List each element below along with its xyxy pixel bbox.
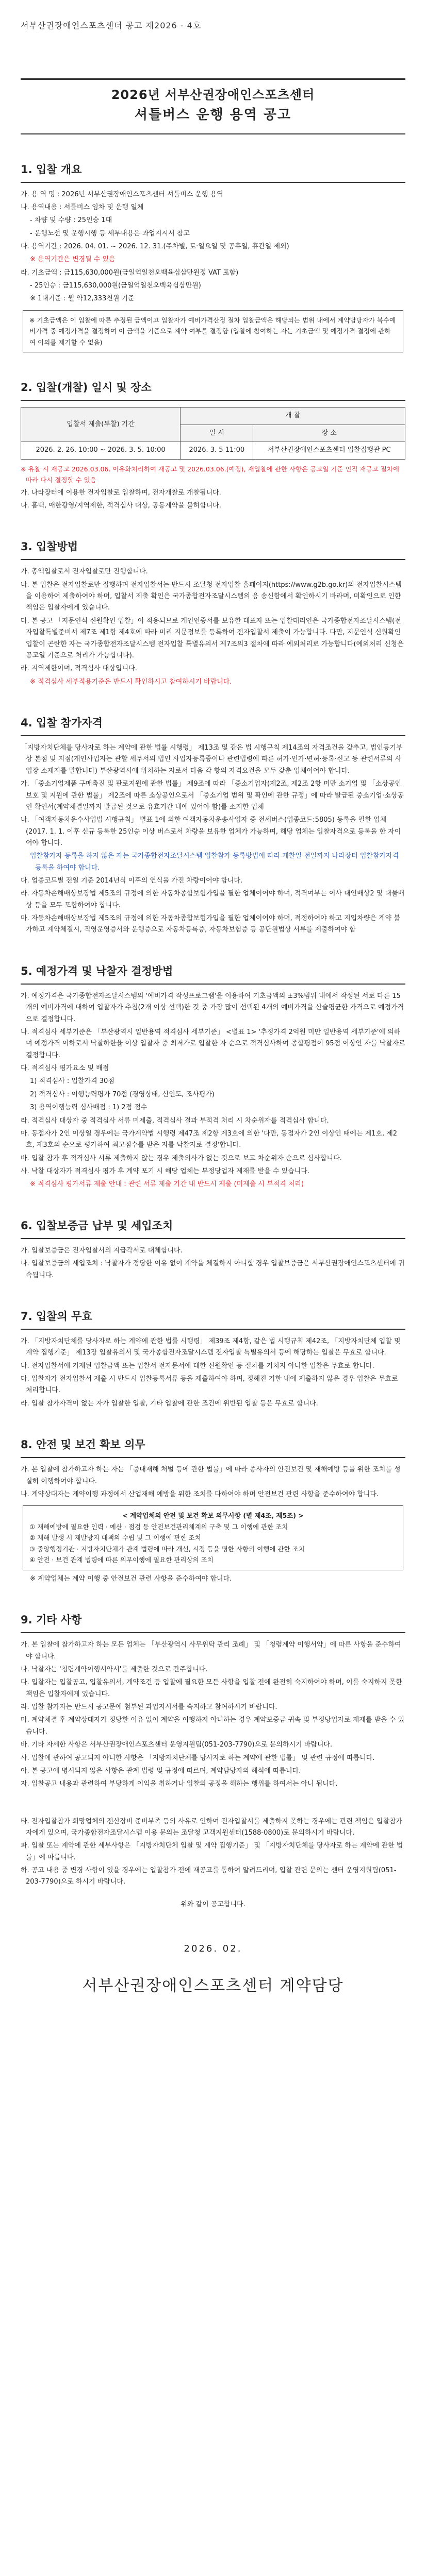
list-item: 다. 입찰자가 전자입찰서 제출 시 반드시 입찰등록서류 등을 제출하여야 하며, 정해진 기한 내에 제출하지 않은 경우 입찰은 무효로 처리합니다. [21,1375,398,1395]
section-schedule [21,378,405,512]
table-cell: 2026. 3. 5 11:00 [181,442,253,459]
list-item: 마. 동점자가 2인 이상일 경우에는 국가계약법 시행령 제47조 제2항 제3호에 의한 '다만, 동점자가 2인 이상인 때에는 제1호, 제2호, 제3호의 순으로 평가하여 최고점수를 받은 자를 낙찰자로 결정'합니다. [21,1129,398,1149]
list-item: ※ 유찰 시 재공고 2026.03.06. 이유화처리하여 재공고 및 2026.03.06.(예정), 재입찰에 관한 사항은 공고일 기준 인적 재공고 절차에 따라 다시 결정할 수 있음 [21,465,399,484]
section-other [21,1611,405,1790]
list-item: 가. 본 입찰에 참가하고자 하는 자는 「중대재해 처벌 등에 관한 법률」에 따라 종사자의 안전보건 및 재해예방 등을 위한 조치를 성실히 이행하여야 합니다. [21,1466,401,1485]
section-other-continued [21,1816,405,1911]
list-item: 다. 입찰자는 입찰공고, 입찰유의서, 계약조건 등 입찰에 필요한 모든 사항을 입찰 전에 완전히 숙지하여야 하며, 이를 숙지하지 못한 책임은 입찰자에게 있습니다. [21,1679,402,1698]
list-item: 라. 적격심사 대상자 중 적격심사 서류 미제출, 적격심사 결과 부적격 처리 시 차순위자를 적격심사 합니다. [21,1116,329,1125]
title-line-2: 셔틀버스 운행 용역 공고 [134,107,292,123]
list-item: 라. 기초금액 : 금115,630,000원(금일억일천오백육십삼만원정 VAT 포함) [21,268,239,277]
list-item: ※ 적격심사 세부적용기준은 반드시 확인하시고 참여하시기 바랍니다. [30,677,232,686]
safety-duty-box [23,1505,403,1570]
section-heading: 6. 입찰보증금 납부 및 세입조치 [21,1216,405,1239]
list-item: 자. 입찰공고 내용과 관련하여 부당하게 이익을 취하거나 입찰의 공정을 해하는 행위를 하여서는 아니 됩니다. [21,1780,338,1788]
title-box [21,78,405,134]
list-item: 타. 전자입찰참가 희망업체의 전산장비 준비부족 등의 사유로 인하여 전자입찰서를 제출하지 못하는 경우에는 관련 책임은 입찰참가자에게 있으며, 국가종합전자조달시스템 이용 문의는 조달청 고객지원센터(1588-0800)로 문의하시기 바랍니다. [21,1817,403,1837]
table-header: 일 시 [181,425,253,442]
list-item: ※ 1대기준 : 월 약12,333천원 기준 [30,295,135,303]
list-item: 라. 자동차손해배상보장법 제5조의 규정에 의한 자동차종합보험가입을 필한 업체이어야 하며, 적격여부는 이사 대인배상2 및 대물배상 등을 모두 포함하여야 합니다. [21,890,405,909]
table-header: 장 소 [253,425,405,442]
list-item: 가. 총액입찰로서 전자입찰로만 진행합니다. [21,568,148,576]
box-item: ② 재해 발생 시 재발방지 대책의 수립 및 그 이행에 관한 조치 [29,1534,201,1542]
list-item: 다. 적격심사 평가요소 및 배점 [21,1064,109,1073]
list-item: 다. 업종코드별 전일 기준 2014년식 이후의 연식을 가진 차량이어야 합니다. [21,877,243,885]
list-item: 가. 「중소기업제품 구매촉진 및 판로지원에 관한 법률」 제9조에 따라 「중소기업자(제2조, 제2조 2항 미만 소기업 및 「소상공인 보호 및 지원에 관한 법률」 제2조에 따른 소상공인으로서 「중소기업 범위 및 확인에 관한 규정」에 따라 발급된 중소기업·소상공인 확인서(계약체결일까지 발급된 것으로 유효기간 내에 있어야 함)를 소지한 업체 [21,780,404,811]
section-heading: 3. 입찰방법 [21,537,405,560]
list-item: 가. 본 입찰에 참가하고자 하는 모든 업체는 「부산광역시 사무위탁 관리 조례」 및 「청렴계약 이행서약」에 따른 사항을 준수하여야 합니다. [21,1641,401,1660]
box-item: ④ 안전 · 보건 관계 법령에 따른 의무이행에 필요한 관리상의 조치 [29,1556,214,1564]
table-cell: 2026. 2. 26. 10:00 ~ 2026. 3. 5. 10:00 [21,442,181,459]
list-item: 마. 자동차손해배상보장법 제5조의 규정에 의한 자동차종합보험가입을 필한 업체이어야 하며, 적정하여야 하고 지입차량은 계약 불가하고 계약체결시, 직영운영증서와 운행증으로 자동차등록증, 자동차보험증 등 공단원법상 서류를 제출하여야 함 [21,914,400,934]
list-item: 3) 용역이행능력 심사배점 : 1) 2점 점수 [30,1104,148,1112]
section-heading: 8. 안전 및 보건 확보 의무 [21,1435,405,1458]
list-item: 나. 본 입찰은 전자입찰로만 집행하며 전자입찰서는 반드시 조달청 전자입찰 홈페이지(https://www.g2b.go.kr)의 전자입찰시스템을 이용하여 제출하여야 하며, 입찰서 제출 확인은 국가종합전자조달시스템의 응 송신함에서 확인하시기 바라며, 미확인으로 인한 책임은 입찰자에게 있습니다. [21,581,402,612]
section-invalid [21,1307,405,1410]
list-item: 나. 홈택, 애한광영/지역제한, 적격심사 대상, 공동계약을 불허합니다. [21,501,221,510]
section-heading: 9. 기타 사항 [21,1611,405,1633]
list-item: 가. 입찰보증금은 전자입찰서의 지급각서로 대체합니다. [21,1246,183,1255]
list-item: 나. 입찰보증금의 세입조치 : 낙찰자가 정당한 이유 없이 계약을 체결하지 아니할 경우 입찰보증금은 서부산권장애인스포츠센터에 귀속됩니다. [21,1260,405,1279]
section-method [21,537,405,688]
list-item: 바. 입찰 참가 후 적격심사 서류 제출하지 않는 경우 제출의사가 없는 것으로 보고 차순위자 순으로 심사합니다. [21,1154,342,1162]
table-header: 입찰서 제출(투찰) 기간 [21,408,181,442]
list-item: 라. 지역제한이며, 적격심사 대상입니다. [21,665,137,673]
schedule-table [21,407,405,459]
section-award [21,962,405,1191]
section-eligibility [21,714,405,936]
table-cell: 서부산권장애인스포츠센터 입찰집행관 PC [253,442,405,459]
section-heading: 4. 입찰 참가자격 [21,714,405,736]
list-item: 하. 공고 내용 중 변경 사항이 있을 경우에는 입찰참가 전에 재공고를 통하여 알려드리며, 입찰 관련 문의는 센터 운영지원팀(051-203-7790)으로 하시기 바랍니다. [21,1867,397,1886]
box-item: ① 재해예방에 필요한 인력 · 예산 · 점검 등 안전보건관리체계의 구축 및 그 이행에 관한 조치 [29,1522,288,1531]
list-item: 사. 입찰에 관하여 공고되지 아니한 사항은 「지방자치단체를 당사자로 하는 계약에 관한 법률」 및 관련 규정에 따릅니다. [21,1754,375,1762]
list-item: 라. 입찰 참가자격이 없는 자가 입찰한 입찰, 기타 입찰에 관한 조건에 위반된 입찰 등은 무효로 합니다. [21,1399,318,1408]
list-item: 아. 본 공고에 명시되지 않은 사항은 관계 법령 및 규정에 따르며, 계약담당자의 해석에 따릅니다. [21,1767,301,1775]
list-item: 가. 예정가격은 국가종합전자조달시스템의 '예비가격 작성프로그램'을 이용하여 기초금액의 ±3%범위 내에서 작성된 서로 다른 15개의 예비가격에 대하여 입찰자가 추첨(2개 이상 선택)한 것 중 가장 많이 선택된 4개의 예비가격을 산술평균한 가격으로 예정가격으로 결정합니다. [21,992,404,1023]
section-heading: 1. 입찰 개요 [21,160,405,183]
title-line-1: 2026년 서부산권장애인스포츠센터 [111,87,315,102]
list-item: 가. 「지방자치단체를 당사자로 하는 계약에 관한 법률 시행령」 제39조 제4항, 같은 법 시행규칙 제42조, 「지방자치단체 입찰 및 계약 집행기준」 제13장 입찰유의서 및 국가종합전자조달시스템 전자입찰 특별유의서 등에 해당하는 입찰은 무효로 합니다. [21,1337,401,1357]
list-item: ※ 계약업체는 계약 이행 중 안전보건 관련 사항을 준수하여야 합니다. [30,1574,232,1583]
list-item: - 운행노선 및 운행시행 등 세부내용은 과업지시서 참고 [30,229,190,238]
list-item: 나. 용역내용 : 셔틀버스 임차 및 운행 일체 [21,203,144,211]
list-item: 나. 낙찰자는 '청렴계약이행서약서'를 제출한 것으로 간주합니다. [21,1666,208,1673]
list-item: 다. 본 공고 「지문인식 신원확인 입찰」이 적용되므로 개인인증서를 보유한 대표자 또는 입찰대리인은 국가종합전자조달시스템(전자입찰특별준비서 제7조 제1항 제4호에 따라 미리 지문정보를 등록하여 전자입찰서 제출이 가능합니다. 다만, 지문인식 신원확인 입찰이 곤란한 자는 국가종합전자조달시스템 전자입찰 특별유의서 제7조의3 절차에 따라 예외처리로 가능합니다(예외처리 신청은 공고일 기준으로 처리가 가능합니다). [21,617,404,659]
announcement-page [0,19,426,1999]
list-item: 나. 적격심사 세부기준은 「부산광역시 일반용역 적격심사 세부기준」 <별표 1> '추정가격 2억원 미만 일반용역 세부기준'에 의하며 예정가격 이하로서 낙찰하한율 이상 입찰자 중 최저가로 입찰한 자 순으로 적격심사하여 종합평점이 95점 이상인 자를 낙찰자로 결정합니다. [21,1028,405,1059]
list-item: 입찰참가자 등록을 하지 않은 자는 국가종합전자조달시스템 입찰참가 등록방법에 따라 개찰일 전일까지 나라장터 입찰참가자격 등록을 하여야 합니다. [30,852,399,872]
list-item: 나. 「여객자동차운수사업법 시행규칙」 별표 1에 의한 여객자동차운송사업자 중 전세버스(업종코드:5805) 등록을 필한 업체(2017. 1. 1. 이후 신규 등록한 25인승 이상 버스로서 차량을 보유한 업체가 가능하며, 해당 업체는 입찰자격으로 등록을 한 자이어야 합니다. [21,816,401,847]
issuer-organization: 서부산권장애인스포츠센터 계약담당 [82,1977,344,1995]
issue-date: 2026. 02. [184,1943,242,1955]
section-heading: 2. 입찰(개찰) 일시 및 장소 [21,378,405,401]
list-item: 라. 입찰 참가자는 반드시 공고문에 첨부된 과업지시서를 숙지하고 참여하시기 바랍니다. [21,1703,277,1711]
note-box: ※ 기초금액은 이 입찰에 따른 추정된 금액이고 입찰자가 예비가격산정 절차 입찰금액은 해당되는 범위 내에서 계약담당자가 복수예비가격 중 예정가격을 결정하여 이 금액을 기준으로 계약 여부를 결정함 (입찰에 참여하는 자는 기초금액 및 예정가격 결정에 관하여 이의를 제기할 수 없음) [23,310,403,353]
list-item: ※ 적격심사 평가서류 제출 안내 : 관련 서류 제출 기간 내 반드시 제출 (미제출 시 부적격 처리) [30,1180,304,1189]
list-item: - 25인승 : 금115,630,000원(금일억일천오백육십삼만원) [30,282,201,290]
section-heading: 5. 예정가격 및 낙찰자 결정방법 [21,962,405,985]
announcement-number: 서부산권장애인스포츠센터 공고 제2026 - 4호 [21,21,202,30]
list-item: 나. 전자입찰서에 기재된 입찰금액 또는 입찰서 전자문서에 대한 신원확인 등 절차를 거치지 아니한 입찰은 무효로 합니다. [21,1362,374,1370]
list-item: 2) 적격심사 : 이행능력평가 70점 (경영상태, 신인도, 조사평가) [30,1090,215,1098]
list-item: 사. 낙찰 대상자가 적격심사 평가 후 계약 포기 시 해당 업체는 부정당업자 제재를 받을 수 있습니다. [21,1167,310,1175]
section-heading: 7. 입찰의 무효 [21,1307,405,1330]
list-item: ※ 용역기간은 변경될 수 있음 [30,256,116,264]
list-item: 「지방자치단체를 당사자로 하는 계약에 관한 법률 시행령」 제13조 및 같은 법 시행규칙 제14조의 자격조건을 갖추고, 법인등기부상 본점 및 지점(개인사업자는 관할 세무서의 법인 사업자등록증이나 관련법령에 따른 허가·인가·면허·등록·신고 등 관련서류의 사업장 소재지를 말합니다) 부산광역시에 위치하는 자로서 다음 각 항의 자격요건을 모두 갖춘 업체이어야 합니다. [21,744,403,775]
list-item: 나. 계약상대자는 계약이행 과정에서 산업재해 예방을 위한 조치를 다하여야 하며 안전보건 관련 사항을 준수하여야 합니다. [21,1490,379,1498]
section-deposit [21,1216,405,1281]
closing-statement: 위와 같이 공고합니다. [181,1900,245,1908]
box-item: ③ 중앙행정기관 · 지방자치단체가 관계 법령에 따라 개선, 시정 등을 명한 사항의 이행에 관한 조치 [29,1545,305,1553]
list-item: 파. 입찰 또는 계약에 관한 세부사항은 「지방자치단체 입찰 및 계약 집행기준」 및 「지방자치단체를 당사자로 하는 계약에 관한 법률」에 따릅니다. [21,1842,403,1861]
list-item: 가. 나라장터에 이용한 전자입찰로 입찰하며, 전자개찰로 개찰됩니다. [21,488,221,497]
table-header: 개 찰 [181,408,405,425]
list-item: 다. 용역기간 : 2026. 04. 01. ~ 2026. 12. 31.(주차별, 토·일요일 및 공휴일, 휴관일 제외) [21,243,289,251]
list-item: 가. 용 역 명 : 2026년 서부산권장애인스포츠센터 셔틀버스 운행 용역 [21,190,223,198]
list-item: 1) 적격심사 : 입찰가격 30점 [30,1077,114,1086]
box-title: < 계약업체의 안전 및 보건 확보 의무사항 (별 제4조, 제5조) > [122,1512,304,1520]
list-item: 바. 기타 자세한 사항은 서부산권장애인스포츠센터 운영지원팀(051-203-7790)으로 문의하시기 바랍니다. [21,1741,333,1749]
section-safety [21,1435,405,1585]
list-item: 마. 계약체결 후 계약상대자가 정당한 이유 없이 계약을 이행하지 아니하는 경우 계약보증금 귀속 및 부정당업자로 제재를 받을 수 있습니다. [21,1716,405,1736]
section-overview [21,160,405,353]
list-item: - 차량 및 수량 : 25인승 1대 [30,216,112,225]
